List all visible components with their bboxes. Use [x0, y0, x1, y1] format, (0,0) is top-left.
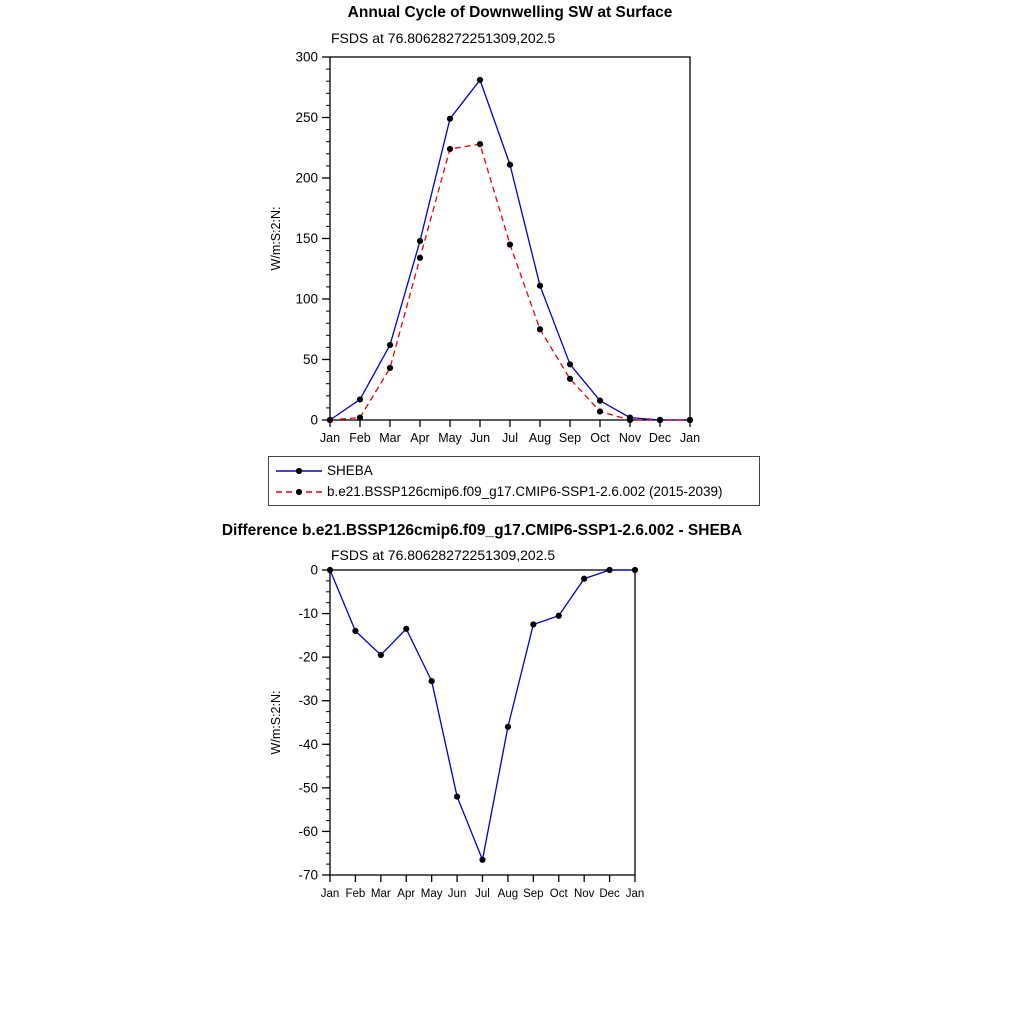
svg-text:May: May — [438, 431, 462, 445]
svg-text:50: 50 — [302, 352, 318, 367]
svg-text:Jan: Jan — [319, 431, 341, 445]
svg-text:150: 150 — [295, 231, 318, 246]
svg-text:Jul: Jul — [475, 888, 490, 900]
svg-text:-10: -10 — [298, 606, 318, 622]
svg-text:Oct: Oct — [549, 888, 568, 900]
legend-label-model: b.e21.BSSP126cmip6.f09_g17.CMIP6-SSP1-2.6.002 (2015-2039) — [327, 484, 723, 499]
svg-text:0: 0 — [310, 412, 318, 428]
svg-text:Feb: Feb — [349, 431, 371, 445]
svg-text:Jan: Jan — [320, 888, 340, 900]
svg-text:-40: -40 — [298, 736, 318, 752]
svg-text:100: 100 — [295, 291, 318, 307]
svg-text:Jun: Jun — [469, 431, 491, 445]
svg-text:Apr: Apr — [397, 888, 416, 900]
difference-plot — [0, 515, 1024, 915]
svg-text:Jul: Jul — [502, 431, 518, 445]
difference-title: Difference b.e21.BSSP126cmip6.f09_g17.CMIP6-SSP1-2.6.002 - SHEBA — [221, 522, 743, 539]
svg-text:Aug: Aug — [528, 431, 552, 445]
legend-row-sheba — [275, 460, 753, 481]
annual-cycle-subtitle: FSDS at 76.80628272251309,202.5 — [331, 30, 556, 46]
svg-text:Nov: Nov — [618, 431, 642, 445]
legend-label-sheba: SHEBA — [327, 463, 373, 478]
svg-text:Jan: Jan — [625, 888, 645, 900]
legend — [268, 456, 760, 506]
svg-text:0: 0 — [310, 562, 318, 578]
svg-text:Mar: Mar — [370, 888, 391, 900]
sheba-line-sample-icon — [275, 465, 323, 477]
svg-text:May: May — [420, 888, 443, 900]
annual-cycle-title: Annual Cycle of Downwelling SW at Surface — [347, 4, 673, 21]
annual-cycle-plot — [0, 0, 1024, 455]
svg-text:-70: -70 — [298, 867, 318, 883]
svg-text:-20: -20 — [298, 649, 318, 665]
svg-text:Aug: Aug — [497, 888, 519, 900]
svg-text:250: 250 — [295, 110, 318, 125]
model-line-sample-icon — [275, 486, 323, 498]
svg-text:Sep: Sep — [523, 888, 544, 900]
svg-text:300: 300 — [295, 49, 318, 65]
svg-text:Oct: Oct — [590, 431, 610, 445]
svg-text:Nov: Nov — [573, 888, 595, 900]
legend-row-model — [275, 481, 753, 502]
svg-text:Feb: Feb — [345, 888, 366, 900]
svg-text:-60: -60 — [298, 823, 318, 839]
svg-text:-50: -50 — [298, 780, 318, 796]
svg-text:Apr: Apr — [410, 431, 430, 445]
svg-text:200: 200 — [295, 170, 318, 186]
svg-text:Dec: Dec — [599, 888, 620, 900]
svg-text:Jun: Jun — [447, 888, 467, 900]
svg-text:Mar: Mar — [379, 431, 401, 445]
svg-text:Dec: Dec — [648, 431, 672, 445]
difference-subtitle: FSDS at 76.80628272251309,202.5 — [331, 547, 556, 563]
svg-text:Jan: Jan — [679, 431, 701, 445]
svg-text:-30: -30 — [298, 693, 318, 709]
svg-text:Sep: Sep — [558, 431, 582, 445]
svg-text:W/m:S:2:N:: W/m:S:2:N: — [269, 206, 283, 271]
svg-text:W/m:S:2:N:: W/m:S:2:N: — [269, 690, 283, 755]
